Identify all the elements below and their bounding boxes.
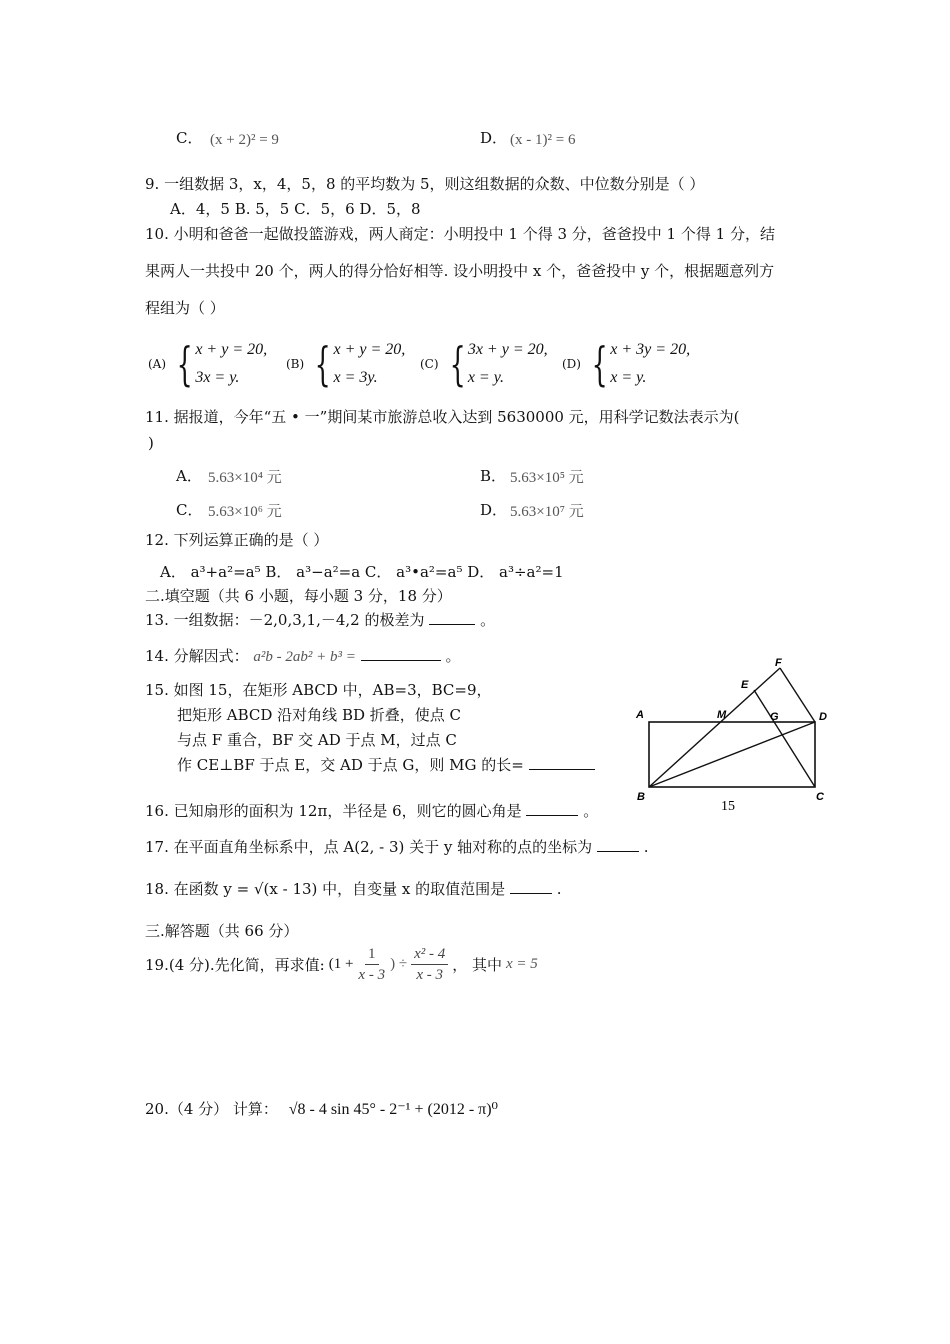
q15-line3: 与点 F 重合，BF 交 AD 于点 M，过点 C	[177, 731, 457, 749]
q20	[145, 1098, 498, 1119]
label-a: A	[636, 709, 644, 721]
segment-fd	[780, 668, 815, 722]
numerator: x² - 4	[411, 944, 448, 965]
q16-tail: 。	[583, 802, 599, 820]
label-m: M	[717, 709, 727, 721]
answer-blank[interactable]	[597, 837, 639, 852]
q15-line4	[177, 754, 595, 775]
segment-bf	[649, 668, 780, 787]
equation: x = y.	[610, 369, 647, 386]
q9-stem: 9. 一组数据 3，x，4，5，8 的平均数为 5，则这组数据的众数、中位数分别是（ ）	[145, 175, 705, 193]
fraction-2	[411, 944, 448, 985]
q10-line2: 果两人一共投中 20 个，两人的得分恰好相等. 设小明投中 x 个，爸爸投中 y 个，根据题意列方	[145, 262, 775, 280]
q11-option-c-label: C．	[176, 501, 203, 519]
numerator: 1	[365, 944, 379, 965]
q18-tail: .	[556, 880, 562, 898]
q17	[145, 836, 649, 857]
q16-text: 16. 已知扇形的面积为 12π，半径是 6，则它的圆心角是	[145, 802, 522, 820]
q11-option-a-value: 5.63×10⁴ 元	[208, 470, 282, 486]
q8-option-c-expr: (x + 2)² = 9	[210, 132, 279, 148]
q14-tail: 。	[445, 647, 461, 665]
answer-blank[interactable]	[529, 755, 595, 770]
label-e: E	[741, 679, 749, 691]
q11-option-c-value: 5.63×10⁶ 元	[208, 504, 282, 520]
q17-text: 17. 在平面直角坐标系中，点 A(2, - 3) 关于 y 轴对称的点的坐标为	[145, 838, 593, 856]
label-d: D	[819, 711, 827, 723]
label-b: B	[637, 791, 645, 803]
answer-blank[interactable]	[429, 610, 475, 625]
q20-expr: √8 - 4 sin 45° - 2⁻¹ + (2012 - π)⁰	[288, 1101, 498, 1118]
brace-icon: {	[176, 337, 193, 391]
answer-blank[interactable]	[526, 801, 578, 816]
q19-text: 19.(4 分).先化简，再求值:	[145, 956, 325, 974]
q11-option-b-value: 5.63×10⁵ 元	[510, 470, 584, 486]
equation: x = y.	[467, 369, 504, 386]
equation: 3x = y.	[195, 369, 240, 386]
equation: x = 3y.	[333, 369, 378, 386]
q10-option-b	[286, 336, 405, 392]
q18-text: 18. 在函数 y = √(x - 13) 中，自变量 x 的取值范围是	[145, 880, 506, 898]
equation: x + y = 20,	[195, 341, 268, 358]
denominator: x - 3	[416, 967, 443, 983]
q11-option-b-label: B．	[480, 467, 507, 485]
q18	[145, 878, 562, 899]
section-3-heading: 三.解答题（共 66 分）	[145, 922, 299, 940]
option-label: (A)	[148, 357, 167, 371]
q10-option-d	[562, 336, 690, 392]
q8-option-d-expr: (x - 1)² = 6	[510, 132, 576, 148]
figure-15	[628, 650, 838, 820]
equation: x + 3y = 20,	[610, 341, 691, 358]
label-g: G	[770, 711, 779, 723]
q11-line2: )	[148, 434, 154, 452]
q14	[145, 645, 460, 666]
brace-icon: {	[591, 337, 608, 391]
label-f: F	[775, 657, 782, 669]
option-label: (C)	[420, 357, 439, 371]
q11-option-d-value: 5.63×10⁷ 元	[510, 504, 584, 520]
q13-tail: 。	[480, 611, 496, 629]
brace-icon: {	[314, 337, 331, 391]
segment-ce	[754, 690, 815, 787]
answer-blank[interactable]	[510, 879, 552, 894]
option-label: (B)	[286, 357, 305, 371]
q11-option-d-label: D．	[480, 501, 508, 519]
q19-open: (1 +	[328, 956, 354, 972]
equation: x + y = 20,	[333, 341, 406, 358]
figure-caption: 15	[721, 799, 735, 814]
q14-text: 14. 分解因式：	[145, 647, 249, 665]
diagonal-bd	[649, 722, 815, 787]
section-2-heading: 二.填空题（共 6 小题，每小题 3 分，18 分）	[145, 587, 452, 605]
q13-text: 13. 一组数据：－2,0,3,1,－4,2 的极差为	[145, 611, 425, 629]
q19-tail: ， 其中	[452, 956, 502, 974]
q19	[145, 944, 538, 985]
q9-options: A．4，5 B. 5，5 C．5，6 D．5，8	[170, 200, 421, 218]
q20-text: 20.（4 分） 计算：	[145, 1100, 278, 1118]
q16	[145, 800, 598, 821]
equation: 3x + y = 20,	[467, 341, 548, 358]
q11-option-a-label: A．	[176, 467, 202, 485]
q14-expr: a²b - 2ab² + b³ =	[253, 649, 356, 665]
q17-tail: .	[643, 838, 649, 856]
q13	[145, 609, 495, 630]
q15-line1: 15. 如图 15，在矩形 ABCD 中，AB=3，BC=9，	[145, 681, 492, 699]
q12-options: A． a³+a²=a⁵ B． a³−a²=a C． a³•a²=a⁵ D． a³÷a²=1	[160, 563, 564, 581]
option-label: (D)	[562, 357, 581, 371]
q8-option-c-label: C．	[176, 129, 203, 147]
q12-stem: 12. 下列运算正确的是（ ）	[145, 531, 329, 549]
q10-option-c	[420, 336, 548, 392]
q19-condition: x = 5	[506, 956, 538, 972]
denominator: x - 3	[358, 967, 386, 983]
answer-blank[interactable]	[361, 646, 441, 661]
q8-option-d-label: D．	[480, 129, 508, 147]
q10-line3: 程组为（ ）	[145, 299, 225, 317]
q11-line1: 11. 据报道，今年“五 • 一”期间某市旅游总收入达到 5630000 元，用科学记数法表示为(	[145, 408, 740, 426]
brace-icon: {	[449, 337, 466, 391]
q10-option-a	[148, 336, 267, 392]
label-c: C	[816, 791, 824, 803]
q10-line1: 10. 小明和爸爸一起做投篮游戏，两人商定：小明投中 1 个得 3 分，爸爸投中 1 个得 1 分，结	[145, 225, 775, 243]
q15-line4-text: 作 CE⊥BF 于点 E，交 AD 于点 G，则 MG 的长=	[177, 756, 524, 774]
q19-mid: ) ÷	[390, 956, 408, 972]
fraction-1	[355, 944, 388, 985]
q15-line2: 把矩形 ABCD 沿对角线 BD 折叠，使点 C	[177, 706, 462, 724]
